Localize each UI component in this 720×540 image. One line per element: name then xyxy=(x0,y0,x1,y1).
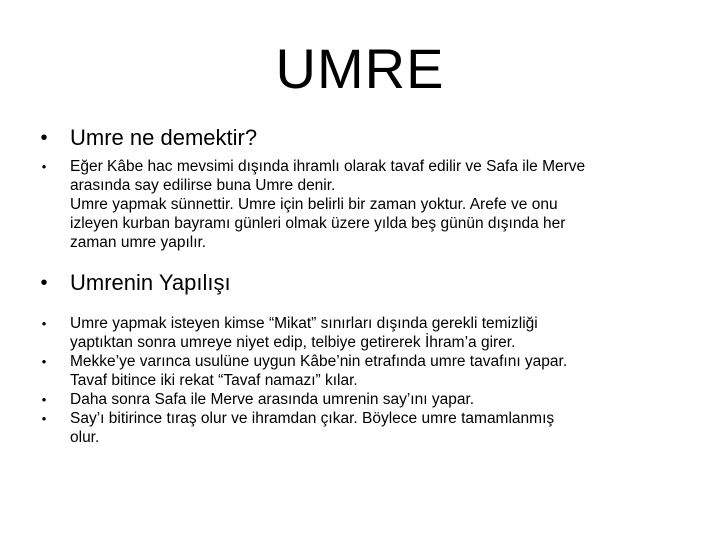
bullet-dot: • xyxy=(41,411,47,426)
bullet-dot: • xyxy=(41,392,47,407)
list-item-line: izleyen kurban bayramı günleri olmak üzere yılda beş günün dışında her xyxy=(70,215,566,232)
list-item xyxy=(24,157,684,252)
list-item xyxy=(24,352,684,390)
bullet-dot: • xyxy=(41,316,47,331)
list-item-line: Tavaf bitince iki rekat “Tavaf namazı” kılar. xyxy=(70,372,358,389)
slide-title: UMRE xyxy=(275,37,445,100)
bullet-dot: • xyxy=(40,127,48,149)
list-item-line: arasında say edilirse buna Umre denir. xyxy=(70,177,336,194)
list-item-line: Eğer Kâbe hac mevsimi dışında ihramlı olarak tavaf edilir ve Safa ile Merve xyxy=(70,158,586,175)
heading-text: Umre ne demektir? xyxy=(70,125,258,150)
section-heading-umre-definition xyxy=(24,125,684,151)
bullet-dot: • xyxy=(41,354,47,369)
list-item-line: Umre yapmak sünnettir. Umre için belirli bir zaman yoktur. Arefe ve onu xyxy=(70,196,558,213)
bullet-dot: • xyxy=(40,272,48,294)
section-heading-umre-procedure xyxy=(24,270,684,296)
slide-body xyxy=(24,125,684,447)
list-item-line: Mekke’ye varınca usulüne uygun Kâbe’nin etrafında umre tavafını yapar. xyxy=(70,353,568,370)
list-item-line: Daha sonra Safa ile Merve arasında umrenin say’ını yapar. xyxy=(70,391,475,408)
list-item-line: yaptıktan sonra umreye niyet edip, telbiye getirerek İhram’a girer. xyxy=(70,334,516,351)
list-item xyxy=(24,409,684,447)
list-item-line: Umre yapmak isteyen kimse “Mikat” sınırları dışında gerekli temizliği xyxy=(70,315,538,332)
list-item-line: Say’ı bitirince tıraş olur ve ihramdan çıkar. Böylece umre tamamlanmış xyxy=(70,410,555,427)
list-item xyxy=(24,390,684,409)
list-item xyxy=(24,314,684,352)
heading-text: Umrenin Yapılışı xyxy=(70,270,231,295)
list-item-line: zaman umre yapılır. xyxy=(70,234,207,251)
list-item-line: olur. xyxy=(70,429,100,446)
bullet-dot: • xyxy=(41,159,47,174)
